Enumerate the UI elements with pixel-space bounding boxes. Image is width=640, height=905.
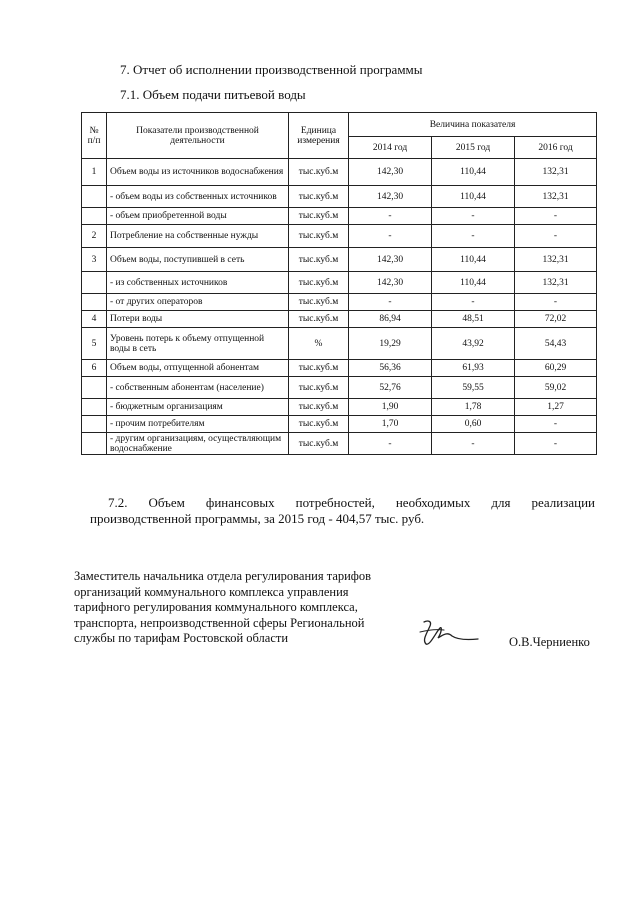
row-value-2016: 132,31 xyxy=(515,272,597,294)
row-value-2016: - xyxy=(515,208,597,225)
row-value-2016: 1,27 xyxy=(515,399,597,416)
row-unit: тыс.куб.м xyxy=(289,360,349,377)
row-value-2014: 1,90 xyxy=(349,399,432,416)
handwritten-signature xyxy=(418,618,480,650)
row-unit: тыс.куб.м xyxy=(289,399,349,416)
row-unit: тыс.куб.м xyxy=(289,272,349,294)
paragraph-word: 7.2. xyxy=(108,495,128,510)
signatory-title xyxy=(74,569,404,647)
row-value-2016: 72,02 xyxy=(515,311,597,328)
row-value-2016: 132,31 xyxy=(515,159,597,186)
paragraph-word: Объем xyxy=(148,495,185,510)
paragraph-word: для xyxy=(491,495,511,510)
paragraph-line-2: производственной программы, за 2015 год - 404,57 тыс. руб. xyxy=(90,511,425,526)
header-num: № п/п xyxy=(82,113,107,159)
table-row xyxy=(82,360,597,377)
table-row xyxy=(82,433,597,455)
row-indicator: - прочим потребителям xyxy=(107,416,289,433)
header-value-group: Величина показателя xyxy=(349,113,597,137)
paragraph-word: реализации xyxy=(531,495,595,510)
signatory-line: транспорта, непроизводственной сферы Региональной xyxy=(74,615,365,630)
row-value-2014: 142,30 xyxy=(349,159,432,186)
row-indicator: Объем воды из источников водоснабжения xyxy=(107,159,289,186)
row-unit: тыс.куб.м xyxy=(289,159,349,186)
row-indicator: - из собственных источников xyxy=(107,272,289,294)
table-row xyxy=(82,399,597,416)
table-body xyxy=(82,159,597,455)
row-unit: тыс.куб.м xyxy=(289,186,349,208)
row-unit: тыс.куб.м xyxy=(289,225,349,248)
row-value-2014: 19,29 xyxy=(349,328,432,360)
signatory-line: службы по тарифам Ростовской области xyxy=(74,631,289,645)
signatory-line: Заместитель начальника отдела регулирования тарифов xyxy=(74,569,372,583)
row-value-2015: 110,44 xyxy=(432,248,515,272)
row-num xyxy=(82,433,107,455)
row-indicator: - другим организациям, осуществляющим водоснабжение xyxy=(107,433,289,455)
paragraph-word: финансовых xyxy=(205,495,275,510)
table-row xyxy=(82,416,597,433)
row-indicator: - объем воды из собственных источников xyxy=(107,186,289,208)
row-value-2015: 110,44 xyxy=(432,159,515,186)
row-value-2016: 132,31 xyxy=(515,248,597,272)
row-value-2015: 61,93 xyxy=(432,360,515,377)
section-heading: 7. Отчет об исполнении производственной программы xyxy=(120,62,423,77)
header-indicator: Показатели производственной деятельности xyxy=(107,113,289,159)
row-indicator: - объем приобретенной воды xyxy=(107,208,289,225)
row-num xyxy=(82,186,107,208)
row-value-2015: - xyxy=(432,208,515,225)
table-row xyxy=(82,294,597,311)
row-value-2015: 0,60 xyxy=(432,416,515,433)
row-indicator: Потребление на собственные нужды xyxy=(107,225,289,248)
header-unit: Единица измерения xyxy=(289,113,349,159)
signatory-line: тарифного регулирования коммунального комплекса, xyxy=(74,600,358,614)
row-value-2015: 43,92 xyxy=(432,328,515,360)
row-value-2015: 1,78 xyxy=(432,399,515,416)
row-value-2014: - xyxy=(349,433,432,455)
row-value-2015: - xyxy=(432,294,515,311)
row-value-2016: 132,31 xyxy=(515,186,597,208)
table-row xyxy=(82,311,597,328)
row-value-2016: - xyxy=(515,294,597,311)
row-value-2014: 56,36 xyxy=(349,360,432,377)
table-row xyxy=(82,248,597,272)
row-value-2015: - xyxy=(432,225,515,248)
row-value-2014: 52,76 xyxy=(349,377,432,399)
header-year: 2014 год xyxy=(349,137,432,159)
table-row xyxy=(82,328,597,360)
row-indicator: Потери воды xyxy=(107,311,289,328)
table-row xyxy=(82,186,597,208)
row-value-2014: 142,30 xyxy=(349,272,432,294)
row-num: 6 xyxy=(82,360,107,377)
header-year: 2015 год xyxy=(432,137,515,159)
financial-needs-paragraph xyxy=(90,495,595,527)
row-num xyxy=(82,416,107,433)
row-value-2014: - xyxy=(349,294,432,311)
row-value-2014: 86,94 xyxy=(349,311,432,328)
table-row xyxy=(82,159,597,186)
row-num xyxy=(82,272,107,294)
row-unit: тыс.куб.м xyxy=(289,416,349,433)
subsection-heading: 7.1. Объем подачи питьевой воды xyxy=(120,87,306,102)
row-unit: % xyxy=(289,328,349,360)
table-row xyxy=(82,272,597,294)
row-value-2016: 54,43 xyxy=(515,328,597,360)
row-value-2016: - xyxy=(515,416,597,433)
paragraph-line-1 xyxy=(90,495,595,511)
row-value-2015: 59,55 xyxy=(432,377,515,399)
row-value-2015: 48,51 xyxy=(432,311,515,328)
signer-name: О.В.Черниенко xyxy=(509,635,590,649)
row-value-2014: - xyxy=(349,208,432,225)
row-num xyxy=(82,294,107,311)
row-num: 3 xyxy=(82,248,107,272)
row-indicator: Объем воды, отпущенной абонентам xyxy=(107,360,289,377)
row-value-2015: - xyxy=(432,433,515,455)
row-value-2016: 59,02 xyxy=(515,377,597,399)
row-indicator: - от других операторов xyxy=(107,294,289,311)
paragraph-word: необходимых xyxy=(395,495,471,510)
row-num: 5 xyxy=(82,328,107,360)
row-num xyxy=(82,399,107,416)
row-value-2016: 60,29 xyxy=(515,360,597,377)
row-unit: тыс.куб.м xyxy=(289,377,349,399)
header-year: 2016 год xyxy=(515,137,597,159)
row-indicator: - бюджетным организациям xyxy=(107,399,289,416)
table-row xyxy=(82,377,597,399)
row-value-2014: - xyxy=(349,225,432,248)
water-supply-table xyxy=(81,112,597,455)
row-indicator: - собственным абонентам (население) xyxy=(107,377,289,399)
row-indicator: Объем воды, поступившей в сеть xyxy=(107,248,289,272)
paragraph-word: потребностей, xyxy=(295,495,375,510)
row-value-2016: - xyxy=(515,433,597,455)
row-num: 4 xyxy=(82,311,107,328)
row-value-2014: 142,30 xyxy=(349,186,432,208)
row-value-2016: - xyxy=(515,225,597,248)
signatory-line: организаций коммунального комплекса управления xyxy=(74,584,349,599)
row-value-2015: 110,44 xyxy=(432,272,515,294)
row-unit: тыс.куб.м xyxy=(289,311,349,328)
row-num xyxy=(82,377,107,399)
table-row xyxy=(82,225,597,248)
row-unit: тыс.куб.м xyxy=(289,208,349,225)
row-unit: тыс.куб.м xyxy=(289,433,349,455)
row-value-2015: 110,44 xyxy=(432,186,515,208)
row-value-2014: 1,70 xyxy=(349,416,432,433)
row-num xyxy=(82,208,107,225)
row-indicator: Уровень потерь к объему отпущенной воды в сеть xyxy=(107,328,289,360)
row-unit: тыс.куб.м xyxy=(289,294,349,311)
table-row xyxy=(82,208,597,225)
row-value-2014: 142,30 xyxy=(349,248,432,272)
row-num: 1 xyxy=(82,159,107,186)
row-unit: тыс.куб.м xyxy=(289,248,349,272)
row-num: 2 xyxy=(82,225,107,248)
